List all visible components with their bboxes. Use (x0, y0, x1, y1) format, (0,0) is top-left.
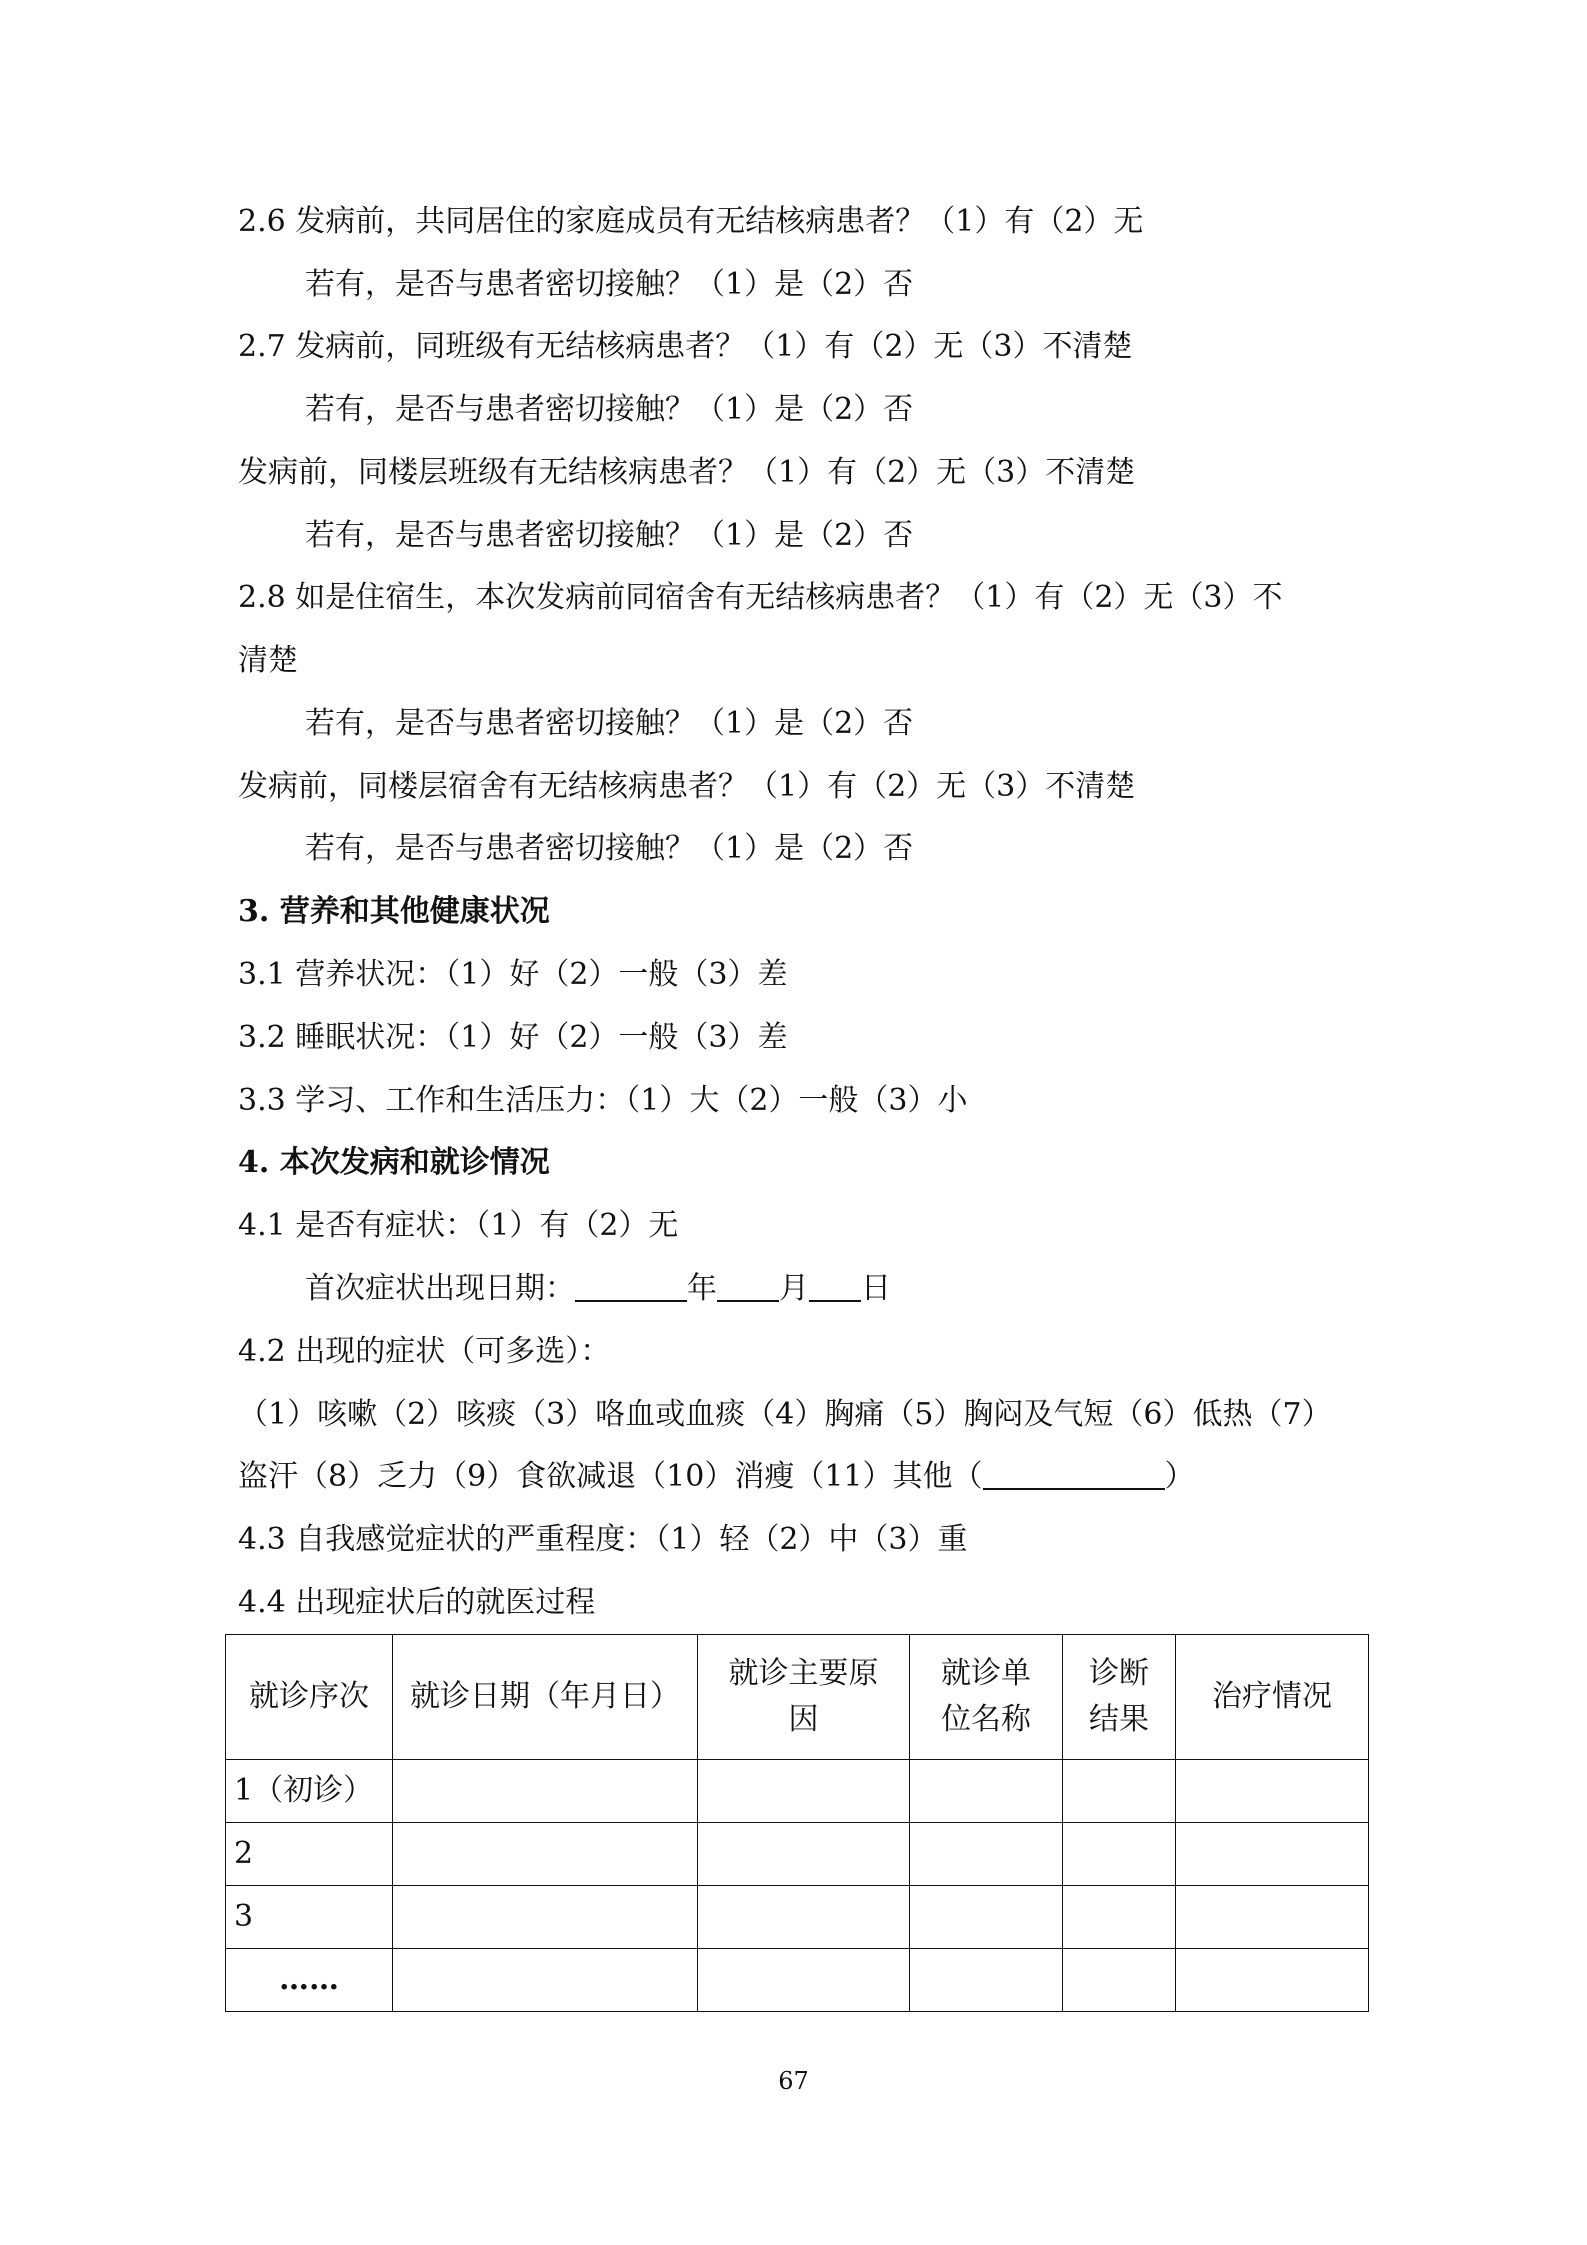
question-2-7-floor: 发病前，同楼层班级有无结核病患者？（1）有（2）无（3）不清楚 (238, 455, 1136, 490)
header-treatment: 治疗情况 (1176, 1635, 1369, 1760)
diagnosis-result-cell[interactable] (1063, 1949, 1176, 2012)
question-4-1: 4.1 是否有症状：（1）有（2）无 (238, 1208, 679, 1243)
visit-date-cell[interactable] (393, 1823, 698, 1886)
day-blank[interactable] (809, 1270, 861, 1302)
question-3-1: 3.1 营养状况：（1）好（2）一般（3）差 (238, 957, 788, 992)
visit-unit-cell[interactable] (910, 1886, 1063, 1949)
question-3-2: 3.2 睡眠状况：（1）好（2）一般（3）差 (238, 1020, 788, 1055)
visit-date-cell[interactable] (393, 1886, 698, 1949)
header-visit-unit: 就诊单 位名称 (910, 1635, 1063, 1760)
visit-sequence-cell: 3 (226, 1886, 393, 1949)
question-2-7-floor-followup: 若有，是否与患者密切接触？（1）是（2）否 (305, 518, 914, 553)
visit-reason-cell[interactable] (698, 1760, 910, 1823)
visit-reason-cell[interactable] (698, 1886, 910, 1949)
visit-sequence-cell: 2 (226, 1823, 393, 1886)
question-2-8-followup: 若有，是否与患者密切接触？（1）是（2）否 (305, 706, 914, 741)
year-blank[interactable] (575, 1270, 687, 1302)
medical-visit-table (225, 1634, 1369, 2012)
diagnosis-result-cell[interactable] (1063, 1886, 1176, 1949)
treatment-cell[interactable] (1176, 1823, 1369, 1886)
question-2-8-floor: 发病前，同楼层宿舍有无结核病患者？（1）有（2）无（3）不清楚 (238, 769, 1136, 804)
question-3-3: 3.3 学习、工作和生活压力：（1）大（2）一般（3）小 (238, 1083, 968, 1118)
treatment-cell[interactable] (1176, 1949, 1369, 2012)
question-4-3: 4.3 自我感觉症状的严重程度：（1）轻（2）中（3）重 (238, 1522, 968, 1557)
other-symptom-blank[interactable] (983, 1458, 1165, 1490)
year-label: 年 (687, 1271, 717, 1306)
page-number: 67 (778, 2067, 809, 2095)
diagnosis-result-cell[interactable] (1063, 1823, 1176, 1886)
question-4-2-title: 4.2 出现的症状（可多选）： (238, 1334, 611, 1369)
header-visit-sequence: 就诊序次 (226, 1635, 393, 1760)
symptom-options-line-1: （1）咳嗽（2）咳痰（3）咯血或血痰（4）胸痛（5）胸闷及气短（6）低热（7） (238, 1397, 1332, 1432)
question-2-8-wrap: 清楚 (238, 643, 298, 678)
question-2-7-followup: 若有，是否与患者密切接触？（1）是（2）否 (305, 392, 914, 427)
day-label: 日 (861, 1271, 891, 1306)
visit-sequence-cell: …… (226, 1949, 393, 2012)
diagnosis-result-cell[interactable] (1063, 1760, 1176, 1823)
table-row (226, 1886, 1369, 1949)
visit-unit-cell[interactable] (910, 1823, 1063, 1886)
table-row (226, 1949, 1369, 2012)
month-blank[interactable] (717, 1270, 779, 1302)
section-4-heading: 4. 本次发病和就诊情况 (238, 1145, 550, 1180)
header-visit-reason: 就诊主要原 因 (698, 1635, 910, 1760)
question-2-8-floor-followup: 若有，是否与患者密切接触？（1）是（2）否 (305, 831, 914, 866)
visit-date-cell[interactable] (393, 1760, 698, 1823)
visit-reason-cell[interactable] (698, 1823, 910, 1886)
visit-unit-cell[interactable] (910, 1949, 1063, 2012)
visit-sequence-cell: 1（初诊） (226, 1760, 393, 1823)
question-2-6-followup: 若有，是否与患者密切接触？（1）是（2）否 (305, 267, 914, 302)
month-label: 月 (779, 1271, 809, 1306)
question-2-7: 2.7 发病前，同班级有无结核病患者？（1）有（2）无（3）不清楚 (238, 329, 1133, 364)
first-symptom-date-line (305, 1269, 891, 1309)
table-header-row (226, 1635, 1369, 1760)
visit-date-cell[interactable] (393, 1949, 698, 2012)
visit-reason-cell[interactable] (698, 1949, 910, 2012)
section-3-heading: 3. 营养和其他健康状况 (238, 894, 550, 929)
first-symptom-date-label: 首次症状出现日期： (305, 1271, 575, 1306)
treatment-cell[interactable] (1176, 1886, 1369, 1949)
symptom-options-close: ） (1164, 1459, 1195, 1494)
header-diagnosis-result: 诊断 结果 (1063, 1635, 1176, 1760)
question-4-4: 4.4 出现症状后的就医过程 (238, 1585, 596, 1620)
table-row (226, 1823, 1369, 1886)
visit-unit-cell[interactable] (910, 1760, 1063, 1823)
table-row (226, 1760, 1369, 1823)
question-2-8: 2.8 如是住宿生，本次发病前同宿舍有无结核病患者？（1）有（2）无（3）不 (238, 580, 1283, 615)
header-visit-date: 就诊日期（年月日） (393, 1635, 698, 1760)
question-2-6: 2.6 发病前，共同居住的家庭成员有无结核病患者？（1）有（2）无 (238, 204, 1144, 239)
treatment-cell[interactable] (1176, 1760, 1369, 1823)
symptom-options-text: 盗汗（8）乏力（9）食欲减退（10）消瘦（11）其他（ (238, 1459, 983, 1494)
symptom-options-line-2 (238, 1457, 1195, 1497)
